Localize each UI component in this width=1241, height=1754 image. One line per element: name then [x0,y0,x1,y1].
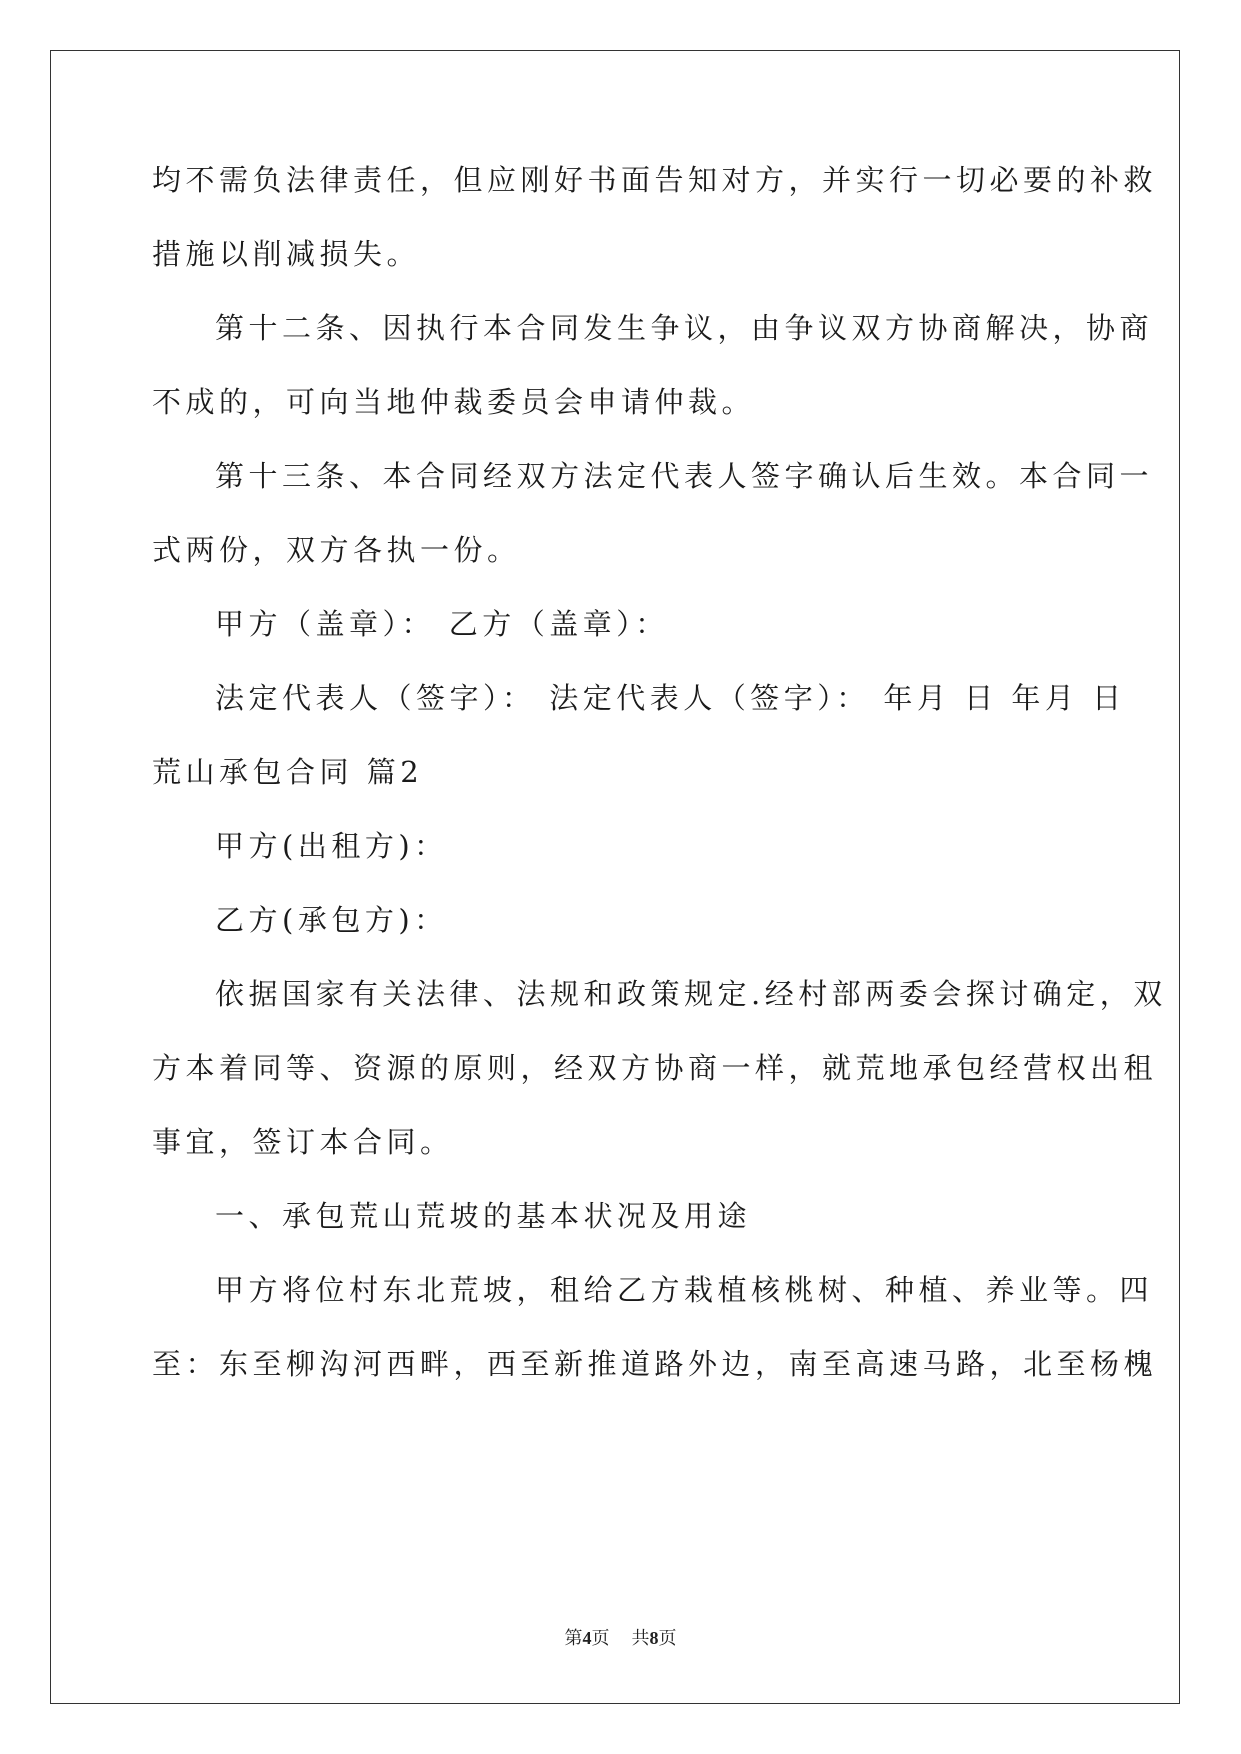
text-line: 甲方(出租方)： [215,829,448,863]
page-border [50,50,1180,1704]
text-line: 事宜，签订本合同。 [152,1125,454,1159]
text-line: 均不需负法律责任，但应刚好书面告知对方，并实行一切必要的补救 [152,163,1158,197]
total-prefix: 共 [631,1628,650,1648]
text-line: 不成的，可向当地仲裁委员会申请仲裁。 [152,385,756,419]
text-line: 方本着同等、资源的原则，经双方协商一样，就荒地承包经营权出租 [152,1051,1158,1085]
text-line: 式两份，双方各执一份。 [152,533,521,567]
text-line: 依据国家有关法律、法规和政策规定.经村部两委会探讨确定，双 [215,977,1167,1011]
page-suffix: 页 [591,1628,610,1648]
text-line: 第十三条、本合同经双方法定代表人签字确认后生效。本合同一 [215,459,1154,493]
page-prefix: 第 [564,1628,583,1648]
total-page-number: 8 [649,1628,659,1648]
text-line: 甲方将位村东北荒坡，租给乙方栽植核桃树、种植、养业等。四 [215,1273,1154,1307]
text-line: 措施以削减损失。 [152,237,421,271]
page-footer [0,1626,1241,1650]
text-line: 一、承包荒山荒坡的基本状况及用途 [215,1199,752,1233]
text-line: 第十二条、因执行本合同发生争议，由争议双方协商解决，协商 [215,311,1154,345]
text-line: 甲方（盖章）： 乙方（盖章）： [215,607,669,641]
total-suffix: 页 [658,1628,677,1648]
current-page-number: 4 [582,1628,592,1648]
section-heading: 荒山承包合同 篇2 [152,755,424,789]
text-line: 乙方(承包方)： [215,903,448,937]
text-line: 至：东至柳沟河西畔，西至新推道路外边，南至高速马路，北至杨槐 [152,1347,1158,1381]
text-line: 法定代表人（签字）： 法定代表人（签字）： 年月 日 年月 日 [215,681,1126,715]
